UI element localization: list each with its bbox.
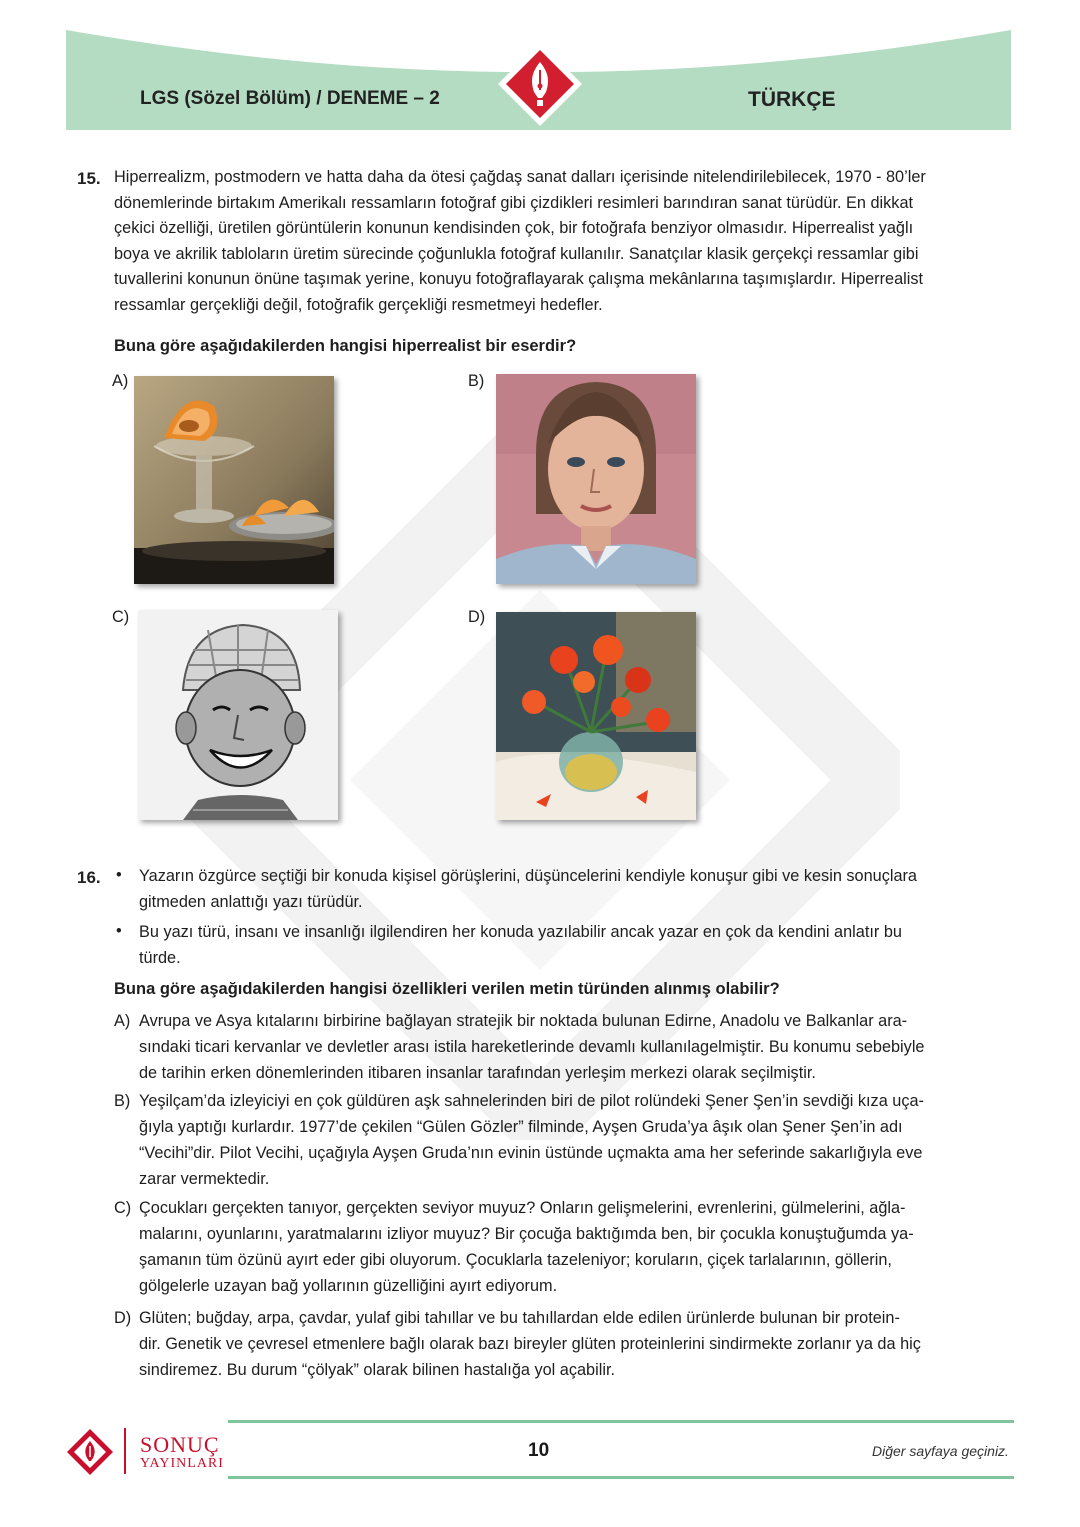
question-16-bullet-2 [139,920,1009,971]
choice-b-label: B) [114,1092,131,1110]
option-b-girl-portrait-image[interactable] [496,374,696,584]
choice-line: sındaki ticari kervanlar ve devletler arası istila hareketlerinde devamlı kullanılagelmiştir. Bu konumu sebebiyle [139,1038,925,1056]
choice-d-label: D) [114,1309,132,1327]
choice-a-text [139,1008,1004,1086]
choice-line: ğıyla yaptığı kurlardır. 1977’de çekilen “Gülen Gözler” filminde, Ayşen Gruda’ya âşık olan Şener Şen’in adı [139,1118,903,1136]
choice-line: gölgelerle uzayan bağ yollarının güzelliğini ayırt ediyorum. [139,1277,558,1295]
passage-line: boya ve akrilik tabloların üretim sürecinde çoğunlukla fotoğraf kullanılır. Sanatçılar klasik gerçekçi ressamlar gibi [114,244,919,263]
option-b-label[interactable]: B) [468,372,485,390]
choice-c-text [139,1195,1004,1299]
pen-nib-logo-icon [496,40,584,128]
choice-line: Çocukları gerçekten tanıyor, gerçekten seviyor muyuz? Onların gelişmelerini, evrenlerini, gülmelerini, ağla- [139,1199,906,1217]
passage-line: Hiperrealizm, postmodern ve hatta daha da ötesi çağdaş sanat dalları içerisinde nitelendirilebilecek, 1970 - 80’ler [114,168,926,186]
choice-line: zarar vermektedir. [139,1170,270,1188]
choice-a-label: A) [114,1012,131,1030]
choice-b[interactable] [114,1088,1004,1192]
bullet-dot: • [116,922,122,940]
bullet-dot: • [116,866,122,884]
choice-d[interactable] [114,1305,1004,1383]
option-c-label[interactable]: C) [112,608,130,626]
page-number: 10 [528,1440,550,1461]
question-15-passage [114,165,1014,318]
subject-title: TÜRKÇE [748,88,836,111]
option-a-label[interactable]: A) [112,372,129,390]
exam-title: LGS (Sözel Bölüm) / DENEME – 2 [140,88,440,109]
next-page-note: Diğer sayfaya geçiniz. [872,1443,1009,1459]
question-16-bullet-1 [139,864,1009,915]
choice-line: şamanın tüm özünü ayırt eder gibi oluyorum. Çocuklarla tazeleniyor; koruların, çiçek tarlalarının, göllerin, [139,1251,892,1269]
choice-c-label: C) [114,1199,132,1217]
choice-line: de tarihin erken dönemlerinden itibaren insanlar tarafından yerleşim merkezi olarak seçilmiştir. [139,1064,816,1082]
choice-line: malarını, oyunlarını, yaratmalarını izliyor muyuz? Bir çocuğa baktığımda ben, bir çocukla konuştuğumda ya- [139,1225,914,1243]
choice-c[interactable] [114,1195,1004,1299]
choice-line: “Vecihi”dir. Pilot Vecihi, uçağıyla Ayşen Gruda’nın evinin üstünde uçmakta ama her seferinde sakarlığıyla eve [139,1144,923,1162]
bullet-line: Yazarın özgürce seçtiği bir konuda kişisel görüşlerini, düşüncelerini kendiyle konuşur gibi ve kesin sonuçlara [139,867,917,885]
passage-line: dönemlerinde birtakım Amerikalı ressamların fotoğraf gibi çizdikleri resimleri barındıran sanat türüdür. En dikkat [114,193,914,212]
passage-line: ressamlar gerçekliği değil, fotoğrafik gerçekliği resmetmeyi hedefler. [114,295,603,314]
choice-d-text [139,1305,1004,1383]
brand-subtitle: YAYINLARI [140,1456,224,1471]
option-a-melon-still-life-image[interactable] [134,376,334,584]
option-d-label[interactable]: D) [468,608,486,626]
sonuc-logo-icon [66,1428,114,1476]
option-d-poppies-vase-image[interactable] [496,612,696,820]
choice-line: Glüten; buğday, arpa, çavdar, yulaf gibi tahıllar ve bu tahıllardan elde edilen ürünlerde bulunan bir protein- [139,1309,900,1327]
choice-b-text [139,1088,1004,1192]
choice-line: sindiremez. Bu durum “çölyak” olarak bilinen hastalığa yol açabilir. [139,1361,615,1379]
brand-divider [124,1428,126,1474]
bullet-line: türde. [139,948,181,967]
question-16-prompt: Buna göre aşağıdakilerden hangisi özellikleri verilen metin türünden alınmış olabilir? [114,980,780,998]
choice-line: Yeşilçam’da izleyiciyi en çok güldüren aşk sahnelerinden biri de pilot rolündeki Şener Şen’in sevdiği kıza uça- [139,1092,924,1110]
choice-line: Avrupa ve Asya kıtalarını birbirine bağlayan stratejik bir noktada bulunan Edirne, Anadolu ve Balkanlar ara- [139,1012,908,1030]
footer-bottom-line [228,1476,1014,1479]
choice-line: dir. Genetik ve çevresel etmenlere bağlı olarak bazı bireyler glüten proteinlerini sindirmekte zorlanır ya da hiç [139,1335,921,1353]
brand-name: SONUÇ [140,1432,220,1457]
footer-top-line [228,1420,1014,1423]
bullet-line: gitmeden anlattığı yazı türüdür. [139,892,363,911]
question-15-prompt: Buna göre aşağıdakilerden hangisi hiperrealist bir eserdir? [114,337,577,355]
passage-line: tuvallerini konunun önüne taşımak yerine, konuyu fotoğraflayarak çalışma mekânlarına taşımışlardır. Hiperrealist [114,270,924,288]
choice-a[interactable] [114,1008,1004,1086]
passage-line: çekici özelliği, üretilen görüntülerin konunun kendisinden çok, bir fotoğrafa benziyor olmasıdır. Hiperrealist yağlı [114,219,914,237]
bullet-line: Bu yazı türü, insanı ve insanlığı ilgilendiren her konuda yazılabilir ancak yazar en çok da kendini anlatır bu [139,923,902,941]
option-c-smiling-man-sketch-image[interactable] [138,610,338,820]
question-15-number: 15. [77,169,101,188]
question-16-number: 16. [77,868,101,887]
